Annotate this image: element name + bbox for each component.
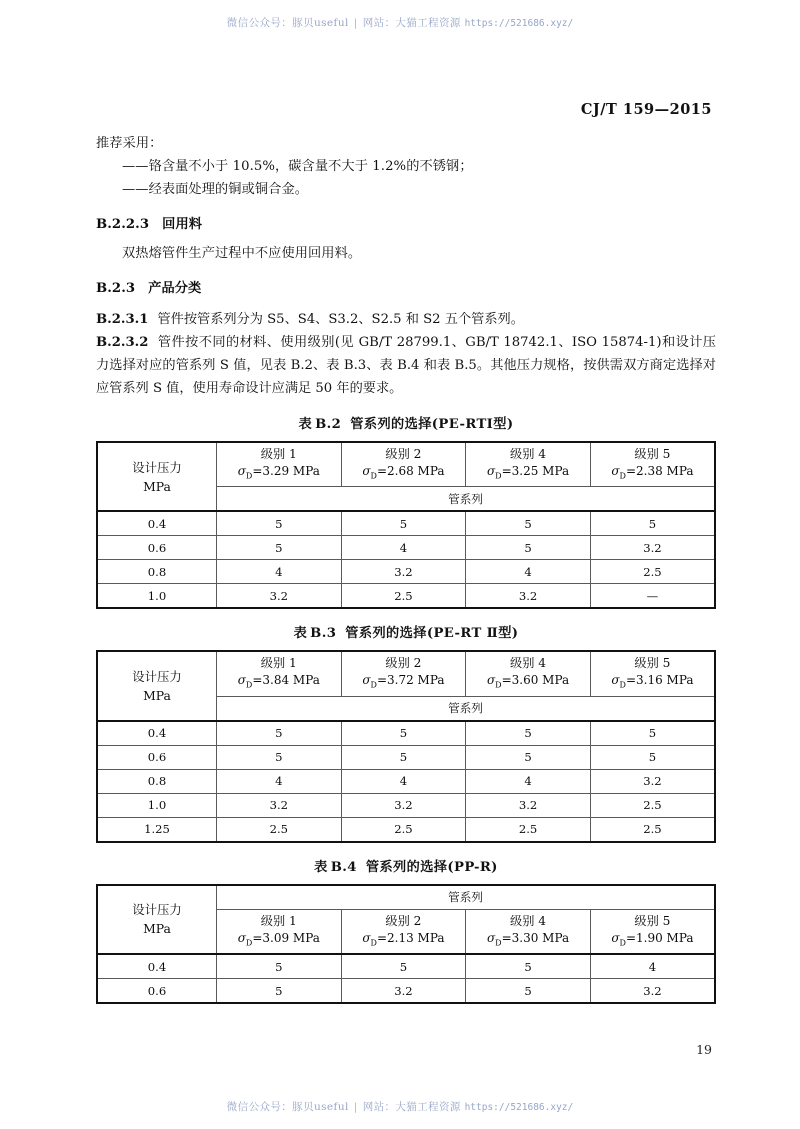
cell-design-pressure: 0.4 bbox=[97, 954, 217, 979]
cell-series-value: 5 bbox=[217, 511, 342, 536]
cell-series-value: 2.5 bbox=[590, 560, 715, 584]
watermark-site-label: 网站：大猫工程资源 bbox=[362, 17, 461, 29]
cell-series-value: 5 bbox=[341, 511, 466, 536]
level-stress-value: $\sigma_D=2.68$ MPa bbox=[362, 464, 445, 481]
level-header-1 bbox=[217, 651, 342, 696]
level-header-1 bbox=[217, 442, 342, 487]
clause-number-b231: B.2.3.1 bbox=[96, 312, 149, 327]
cell-series-value: 3.2 bbox=[341, 560, 466, 584]
table-row bbox=[97, 721, 715, 746]
cell-series-value: 5 bbox=[217, 979, 342, 1004]
dash-item-0: ——铬含量不小于 10.5%，碳含量不大于 1.2%的不锈钢； bbox=[122, 159, 473, 174]
watermark-wechat-label: 微信公众号：豚贝useful bbox=[226, 1101, 349, 1113]
cell-design-pressure: 1.0 bbox=[97, 584, 217, 609]
design-pressure-label: 设计压力 bbox=[132, 669, 182, 685]
cell-design-pressure: 0.4 bbox=[97, 721, 217, 746]
sigma-symbol: $\sigma_D$ bbox=[237, 673, 253, 690]
table-header-row-levels bbox=[97, 651, 715, 696]
cell-series-value: 3.2 bbox=[590, 536, 715, 560]
clause-b231 bbox=[96, 308, 716, 331]
sigma-symbol: $\sigma_D$ bbox=[362, 673, 377, 690]
cell-series-value: 3.2 bbox=[217, 584, 342, 609]
spacer bbox=[96, 300, 716, 308]
table-caption-prefix: 表 bbox=[298, 417, 313, 432]
cell-series-value: 2.5 bbox=[466, 817, 591, 842]
table-caption-prefix: 表 bbox=[314, 859, 328, 875]
table-row bbox=[97, 560, 715, 584]
watermark-separator: | bbox=[353, 1101, 358, 1113]
table-header-row-levels bbox=[97, 442, 715, 487]
cell-series-value: 5 bbox=[217, 745, 342, 769]
cell-series-value: 2.5 bbox=[341, 817, 466, 842]
level-name: 级别 2 bbox=[385, 447, 422, 461]
cell-series-value: 4 bbox=[341, 536, 466, 560]
cell-series-value: 5 bbox=[466, 536, 591, 560]
level-name: 级别 4 bbox=[510, 913, 547, 928]
cell-series-value: 5 bbox=[590, 745, 715, 769]
cell-series-value: 5 bbox=[341, 954, 466, 979]
sigma-symbol: $\sigma_D$ bbox=[237, 464, 253, 481]
cell-series-value: 3.2 bbox=[590, 979, 715, 1004]
cell-design-pressure: 0.6 bbox=[97, 979, 217, 1004]
level-name: 级别 1 bbox=[260, 447, 297, 461]
table-block-B.4 bbox=[96, 856, 716, 1004]
sigma-subscript: D bbox=[619, 680, 626, 690]
level-stress-value: $\sigma_D=2.13$ MPa bbox=[362, 930, 445, 948]
cell-series-value: 4 bbox=[217, 769, 342, 793]
sigma-symbol: $\sigma_D$ bbox=[486, 930, 502, 948]
clause-b232 bbox=[96, 331, 716, 400]
sigma-subscript: D bbox=[370, 471, 377, 481]
level-stress-value: $\sigma_D=3.72$ MPa bbox=[362, 673, 445, 690]
watermark-site-label: 网站：大猫工程资源 bbox=[362, 1101, 461, 1113]
sigma-symbol: $\sigma_D$ bbox=[362, 930, 377, 948]
sigma-symbol: $\sigma_D$ bbox=[237, 930, 253, 948]
table-B.4 bbox=[96, 884, 716, 1004]
table-B.3 bbox=[96, 650, 716, 842]
cell-series-value: — bbox=[590, 584, 715, 609]
cell-series-value: 5 bbox=[466, 745, 591, 769]
level-header-2 bbox=[341, 909, 466, 954]
section-heading-b223 bbox=[96, 213, 716, 236]
cell-series-value: 4 bbox=[341, 769, 466, 793]
sigma-subscript: D bbox=[619, 938, 626, 948]
watermark-url: https://521686.xyz/ bbox=[464, 1102, 574, 1113]
cell-series-value: 4 bbox=[590, 954, 715, 979]
table-caption-number: B.4 bbox=[330, 859, 357, 875]
sigma-subscript: D bbox=[370, 680, 377, 690]
sigma-subscript: D bbox=[495, 680, 502, 690]
table-caption-B.3 bbox=[96, 622, 716, 641]
cell-series-value: 3.2 bbox=[341, 793, 466, 817]
level-header-4 bbox=[590, 909, 715, 954]
page-content bbox=[96, 132, 716, 1004]
cell-series-value: 5 bbox=[217, 536, 342, 560]
watermark-separator: | bbox=[353, 17, 358, 29]
sigma-symbol: $\sigma_D$ bbox=[611, 673, 626, 690]
level-name: 级别 5 bbox=[634, 656, 671, 671]
cell-series-value: 2.5 bbox=[590, 817, 715, 842]
cell-series-value: 5 bbox=[341, 745, 466, 769]
cell-series-value: 5 bbox=[466, 954, 591, 979]
sigma-subscript: D bbox=[245, 471, 253, 481]
cell-series-value: 3.2 bbox=[590, 769, 715, 793]
tables-container bbox=[96, 413, 716, 1004]
cell-series-value: 4 bbox=[466, 560, 591, 584]
cell-series-value: 5 bbox=[590, 721, 715, 746]
sigma-symbol: $\sigma_D$ bbox=[362, 464, 377, 481]
level-stress-value: $\sigma_D=3.29$ MPa bbox=[237, 464, 320, 481]
spacer bbox=[96, 265, 716, 277]
design-pressure-unit: MPa bbox=[143, 921, 171, 937]
table-row bbox=[97, 584, 715, 609]
level-header-2 bbox=[341, 651, 466, 696]
level-name: 级别 2 bbox=[385, 656, 422, 671]
cell-series-value: 3.2 bbox=[466, 584, 591, 609]
section-number-b223: B.2.2.3 bbox=[96, 217, 150, 232]
sigma-subscript: D bbox=[495, 938, 502, 948]
series-header: 管系列 bbox=[217, 696, 716, 721]
table-row bbox=[97, 769, 715, 793]
cell-design-pressure: 0.6 bbox=[97, 745, 217, 769]
design-pressure-label: 设计压力 bbox=[132, 902, 182, 918]
table-block-B.3 bbox=[96, 622, 716, 842]
series-header: 管系列 bbox=[217, 885, 716, 910]
sigma-subscript: D bbox=[370, 938, 377, 948]
cell-design-pressure: 1.25 bbox=[97, 817, 217, 842]
level-name: 级别 4 bbox=[510, 447, 547, 461]
design-pressure-header bbox=[97, 885, 217, 954]
cell-series-value: 5 bbox=[217, 954, 342, 979]
table-row bbox=[97, 793, 715, 817]
cell-design-pressure: 0.6 bbox=[97, 536, 217, 560]
sigma-symbol: $\sigma_D$ bbox=[486, 464, 502, 481]
cell-design-pressure: 1.0 bbox=[97, 793, 217, 817]
level-header-3 bbox=[466, 442, 591, 487]
watermark-url: https://521686.xyz/ bbox=[464, 18, 574, 29]
cell-design-pressure: 0.4 bbox=[97, 511, 217, 536]
cell-series-value: 2.5 bbox=[341, 584, 466, 609]
level-name: 级别 2 bbox=[385, 913, 422, 928]
table-row bbox=[97, 511, 715, 536]
level-header-1 bbox=[217, 909, 342, 954]
sigma-symbol: $\sigma_D$ bbox=[611, 464, 626, 481]
cell-series-value: 5 bbox=[590, 511, 715, 536]
sigma-symbol: $\sigma_D$ bbox=[611, 930, 626, 948]
table-caption-prefix: 表 bbox=[293, 626, 308, 642]
level-stress-value: $\sigma_D=3.30$ MPa bbox=[486, 930, 570, 948]
intro-line: 推荐采用： bbox=[96, 136, 163, 151]
level-stress-value: $\sigma_D=3.84$ MPa bbox=[237, 673, 320, 690]
sigma-subscript: D bbox=[495, 471, 502, 481]
table-caption-number: B.2 bbox=[315, 417, 342, 432]
spacer bbox=[96, 201, 716, 213]
level-name: 级别 5 bbox=[634, 447, 671, 461]
watermark-bottom bbox=[0, 1099, 800, 1114]
table-row bbox=[97, 817, 715, 842]
table-caption-title: 管系列的选择(PP-R) bbox=[365, 859, 498, 875]
section-number-b23: B.2.3 bbox=[96, 281, 136, 296]
section-title-b23: 产品分类 bbox=[148, 281, 202, 296]
cell-series-value: 4 bbox=[217, 560, 342, 584]
clause-number-b232: B.2.3.2 bbox=[96, 335, 149, 350]
table-caption-title: 管系列的选择(PE-RT Ⅱ型) bbox=[345, 626, 519, 642]
cell-series-value: 5 bbox=[217, 721, 342, 746]
cell-series-value: 2.5 bbox=[590, 793, 715, 817]
dash-item-1: ——经表面处理的铜或铜合金。 bbox=[122, 182, 309, 197]
level-header-2 bbox=[341, 442, 466, 487]
design-pressure-unit: MPa bbox=[143, 478, 171, 494]
level-name: 级别 1 bbox=[260, 913, 297, 928]
cell-series-value: 5 bbox=[466, 511, 591, 536]
cell-series-value: 2.5 bbox=[217, 817, 342, 842]
cell-series-value: 5 bbox=[341, 721, 466, 746]
table-caption-B.4 bbox=[96, 856, 716, 875]
level-stress-value: $\sigma_D=2.38$ MPa bbox=[611, 464, 694, 481]
section-b223-text: 双热熔管件生产过程中不应使用回用料。 bbox=[122, 246, 362, 261]
level-stress-value: $\sigma_D=3.60$ MPa bbox=[486, 673, 570, 690]
cell-series-value: 3.2 bbox=[341, 979, 466, 1004]
cell-series-value: 3.2 bbox=[217, 793, 342, 817]
table-row bbox=[97, 979, 715, 1004]
level-header-3 bbox=[466, 909, 591, 954]
sigma-subscript: D bbox=[245, 680, 253, 690]
table-block-B.2 bbox=[96, 413, 716, 609]
design-pressure-header bbox=[97, 651, 217, 720]
page-number: 19 bbox=[696, 1042, 712, 1057]
clause-text-b231: 管件按管系列分为 S5、S4、S3.2、S2.5 和 S2 五个管系列。 bbox=[157, 312, 524, 327]
cell-series-value: 3.2 bbox=[466, 793, 591, 817]
table-header-row-series bbox=[97, 885, 715, 910]
level-name: 级别 4 bbox=[510, 656, 547, 671]
table-caption-number: B.3 bbox=[310, 626, 337, 642]
section-heading-b23 bbox=[96, 277, 716, 300]
design-pressure-label: 设计压力 bbox=[132, 459, 182, 475]
table-B.2 bbox=[96, 441, 716, 609]
cell-design-pressure: 0.8 bbox=[97, 560, 217, 584]
level-stress-value: $\sigma_D=1.90$ MPa bbox=[611, 930, 694, 948]
table-caption-title: 管系列的选择(PE-RTⅠ型) bbox=[350, 417, 514, 432]
sigma-subscript: D bbox=[619, 471, 626, 481]
level-name: 级别 5 bbox=[634, 913, 671, 928]
level-stress-value: $\sigma_D=3.25$ MPa bbox=[486, 464, 570, 481]
level-name: 级别 1 bbox=[260, 656, 297, 671]
running-header-standard-code: CJ/T 159—2015 bbox=[580, 101, 712, 118]
cell-series-value: 5 bbox=[466, 979, 591, 1004]
watermark-wechat-label: 微信公众号：豚贝useful bbox=[226, 17, 349, 29]
cell-series-value: 5 bbox=[466, 721, 591, 746]
cell-design-pressure: 0.8 bbox=[97, 769, 217, 793]
level-header-4 bbox=[590, 651, 715, 696]
table-row bbox=[97, 954, 715, 979]
table-row bbox=[97, 745, 715, 769]
watermark-top bbox=[0, 15, 800, 30]
table-caption-B.2 bbox=[96, 413, 716, 432]
series-header: 管系列 bbox=[217, 487, 716, 512]
cell-series-value: 4 bbox=[466, 769, 591, 793]
level-stress-value: $\sigma_D=3.09$ MPa bbox=[237, 930, 320, 948]
level-header-3 bbox=[466, 651, 591, 696]
sigma-subscript: D bbox=[245, 938, 253, 948]
clause-text-b232: 管件按不同的材料、使用级别(见 GB/T 28799.1、GB/T 18742.1、ISO 15874-1)和设计压力选择对应的管系列 S 值，见表 B.2、表 B.3、表 B.4 和表 B.5。其他压力规格，按供需双方商定选择对应管系列 S 值，使用寿命设计应满足 50 年的要求。 bbox=[96, 335, 716, 396]
section-title-b223: 回用料 bbox=[162, 217, 203, 232]
sigma-symbol: $\sigma_D$ bbox=[486, 673, 502, 690]
level-header-4 bbox=[590, 442, 715, 487]
level-stress-value: $\sigma_D=3.16$ MPa bbox=[611, 673, 694, 690]
table-row bbox=[97, 536, 715, 560]
design-pressure-unit: MPa bbox=[143, 688, 171, 704]
design-pressure-header bbox=[97, 442, 217, 511]
